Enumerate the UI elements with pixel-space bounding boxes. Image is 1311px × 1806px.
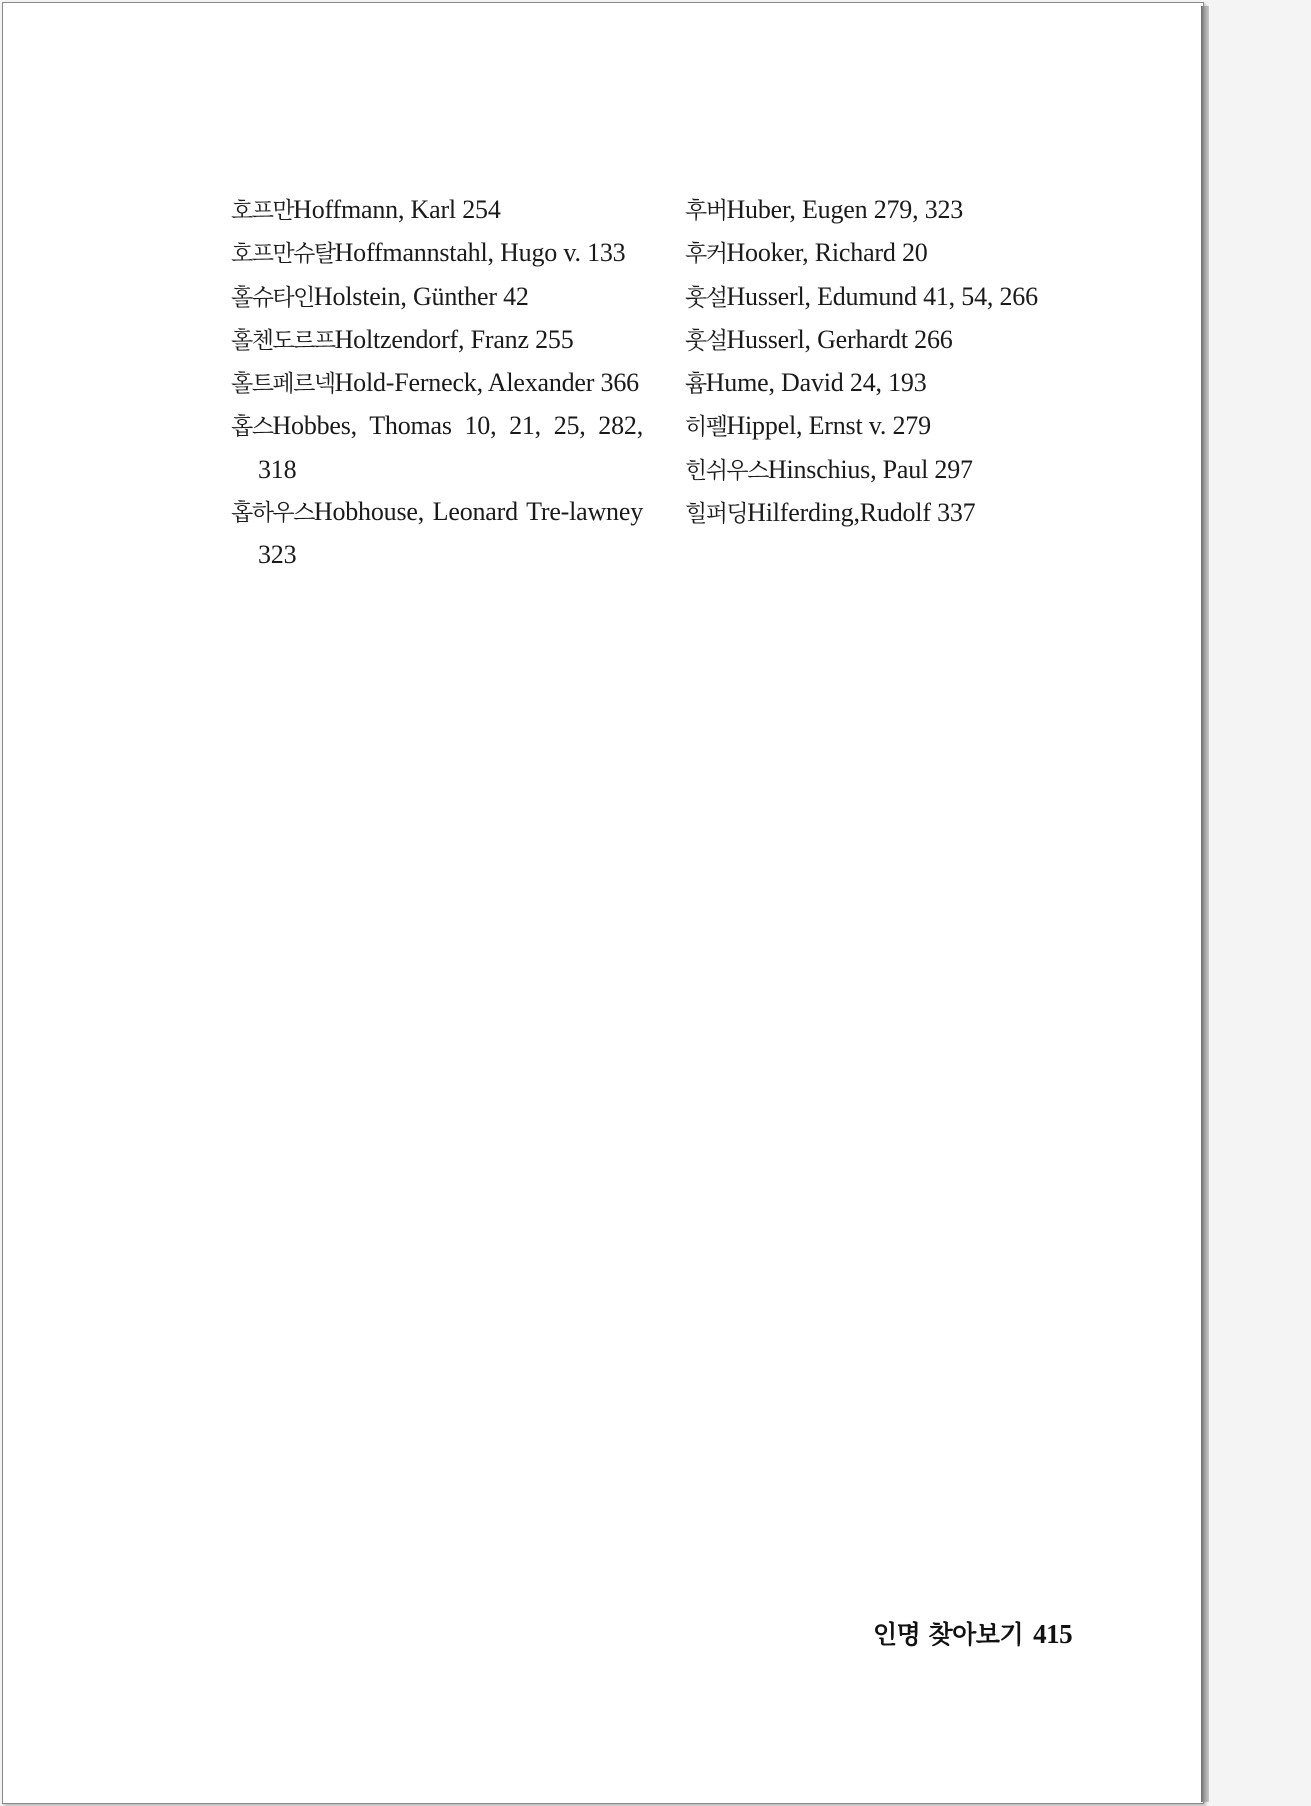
entry-original-name: Holtzendorf, Franz 255	[334, 324, 574, 354]
entry-korean-name: 홀첸도르프	[231, 327, 335, 354]
entry-korean-name: 힐퍼딩	[685, 501, 748, 528]
index-entry	[231, 232, 643, 275]
entry-korean-name: 힌쉬우스	[685, 457, 768, 484]
entry-korean-name: 흄	[685, 371, 706, 398]
entry-original-name: Hoffmann, Karl 254	[293, 195, 501, 224]
index-entry	[231, 362, 643, 405]
entry-korean-name: 호프만슈탈	[231, 241, 335, 268]
entry-original-name: Hinschius, Paul 297	[767, 454, 973, 484]
entry-korean-name: 히펠	[685, 414, 727, 441]
page-stack-edge	[1201, 6, 1209, 1802]
index-entry	[685, 232, 1115, 275]
entry-original-name: Hilferding,Rudolf 337	[747, 498, 976, 528]
entry-original-name: Hobbes, Thomas 10, 21, 25, 282, 318	[258, 411, 643, 484]
index-entry	[685, 189, 1115, 232]
entry-korean-name: 홉스	[231, 414, 273, 441]
entry-original-name: Hooker, Richard 20	[726, 238, 928, 268]
entry-korean-name: 호프만	[231, 198, 294, 224]
index-entry	[685, 492, 1115, 535]
index-entry	[685, 362, 1115, 405]
entry-original-name: Hippel, Ernst v. 279	[726, 411, 931, 441]
entry-korean-name: 홉하우스	[231, 500, 314, 527]
entry-original-name: Hoffmannstahl, Hugo v. 133	[334, 238, 626, 268]
index-entry	[685, 405, 1115, 448]
index-entry	[685, 276, 1115, 319]
index-column-right	[685, 189, 1115, 535]
index-entry	[685, 449, 1115, 492]
page-footer	[873, 1615, 1072, 1651]
book-page	[2, 2, 1204, 1804]
entry-korean-name: 훗설	[685, 284, 727, 311]
index-entry	[231, 319, 643, 362]
entry-original-name: Hobhouse, Leonard Tre-lawney 323	[258, 497, 643, 570]
entry-original-name: Husserl, Edumund 41, 54, 266	[726, 281, 1038, 311]
index-column-left	[231, 189, 643, 577]
entry-original-name: Huber, Eugen 279, 323	[726, 195, 964, 224]
index-entry	[231, 276, 643, 319]
entry-original-name: Holstein, Günther 42	[313, 281, 529, 311]
index-entry	[231, 491, 643, 577]
index-entry	[231, 405, 643, 491]
entry-original-name: Hume, David 24, 193	[705, 368, 927, 398]
entry-korean-name: 후버	[685, 198, 727, 224]
entry-original-name: Hold-Ferneck, Alexander 366	[334, 368, 639, 398]
page-number: 415	[1033, 1619, 1073, 1649]
index-entry	[685, 319, 1115, 362]
entry-korean-name: 홀슈타인	[231, 284, 314, 311]
entry-original-name: Husserl, Gerhardt 266	[726, 324, 953, 354]
entry-korean-name: 후커	[685, 241, 727, 268]
index-entry	[231, 189, 643, 232]
entry-korean-name: 홀트페르넥	[231, 371, 335, 398]
running-footer-title: 인명 찾아보기	[873, 1620, 1024, 1649]
entry-korean-name: 훗설	[685, 327, 727, 354]
